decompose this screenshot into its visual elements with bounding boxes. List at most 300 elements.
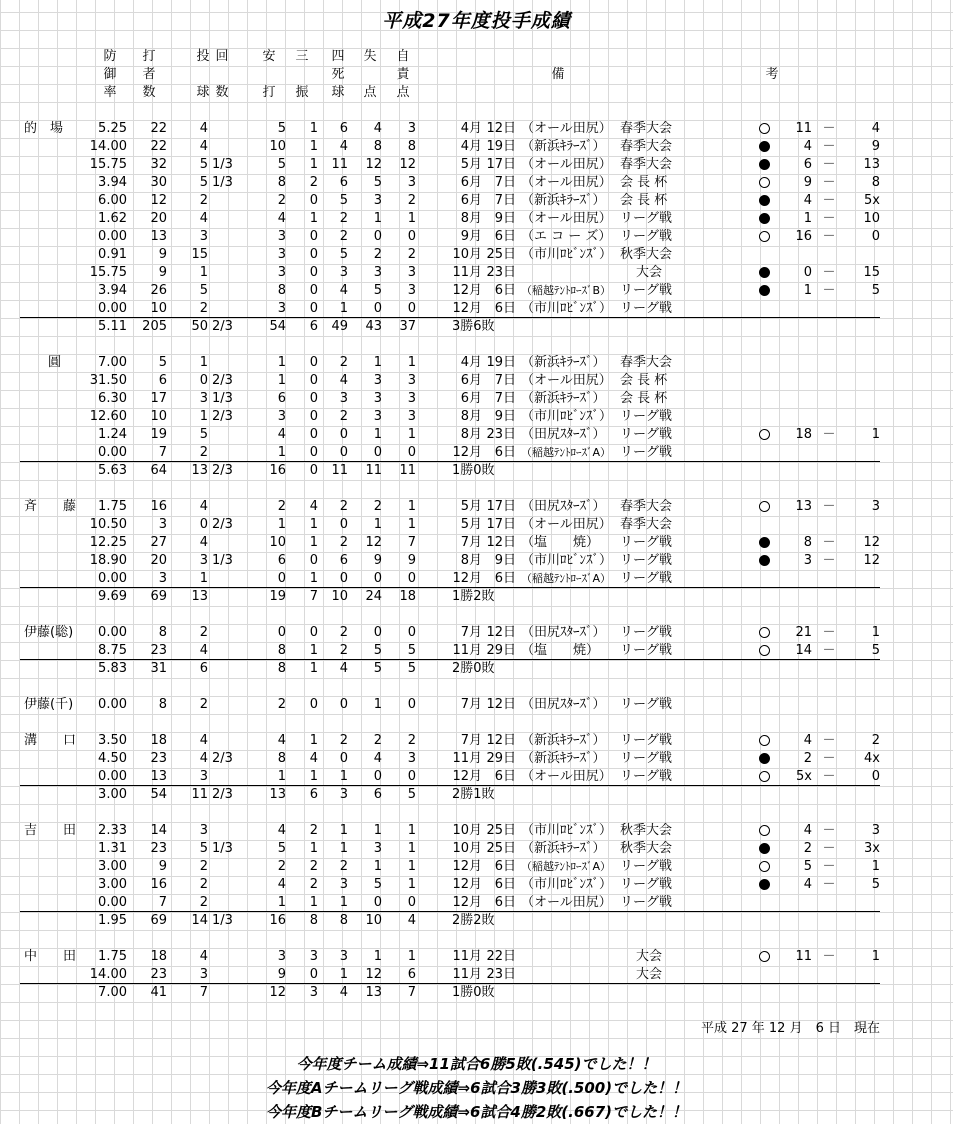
cell-er: 2 bbox=[407, 247, 416, 262]
cell-bb: 2 bbox=[339, 859, 348, 874]
game-event: リーグ戦 bbox=[620, 733, 673, 748]
cell-innings: 2/3 bbox=[212, 319, 233, 334]
game-opponent: （オール田尻） bbox=[521, 211, 612, 226]
score-dash: － bbox=[822, 139, 836, 154]
cell-era: 4.50 bbox=[98, 751, 127, 766]
cell-p: 4 bbox=[199, 121, 208, 136]
cell-era: 1.95 bbox=[98, 913, 127, 928]
game-day: 29日 bbox=[486, 643, 516, 658]
cell-bf: 31 bbox=[150, 661, 167, 676]
cell-bb: 1 bbox=[339, 841, 348, 856]
header-earned: 責 bbox=[396, 67, 410, 82]
cell-so: 0 bbox=[309, 283, 318, 298]
cell-h: 1 bbox=[277, 355, 286, 370]
cell-bf: 9 bbox=[158, 859, 167, 874]
cell-h: 16 bbox=[269, 463, 286, 478]
game-day: 9日 bbox=[494, 409, 516, 424]
cell-h: 4 bbox=[277, 427, 286, 442]
cell-bb: 0 bbox=[339, 697, 348, 712]
score-dash: － bbox=[822, 175, 836, 190]
cell-r: 3 bbox=[373, 265, 382, 280]
cell-h: 1 bbox=[277, 895, 286, 910]
cell-era: 1.75 bbox=[98, 949, 127, 964]
game-day: 23日 bbox=[486, 967, 516, 982]
cell-innings bbox=[212, 732, 252, 750]
cell-h: 3 bbox=[277, 265, 286, 280]
cell-h: 2 bbox=[277, 499, 286, 514]
cell-h: 8 bbox=[277, 661, 286, 676]
game-day: 9日 bbox=[494, 553, 516, 568]
cell-bb: 11 bbox=[331, 157, 348, 172]
cell-p: 6 bbox=[199, 661, 208, 676]
cell-bf: 41 bbox=[150, 985, 167, 1000]
cell-er: 0 bbox=[407, 697, 416, 712]
cell-so: 0 bbox=[309, 247, 318, 262]
cell-era: 8.75 bbox=[98, 643, 127, 658]
cell-er: 3 bbox=[407, 751, 416, 766]
cell-p: 7 bbox=[199, 985, 208, 1000]
score-ours: 1 bbox=[803, 211, 812, 226]
total-record: 1勝0敗 bbox=[452, 985, 495, 1000]
cell-innings: 2/3 bbox=[212, 751, 233, 766]
cell-r: 0 bbox=[373, 229, 382, 244]
cell-er: 3 bbox=[407, 391, 416, 406]
cell-era: 0.00 bbox=[98, 571, 127, 586]
game-opponent: （新浜ｷﾗｰｽﾞ） bbox=[521, 193, 606, 208]
cell-era: 9.69 bbox=[98, 589, 127, 604]
game-event: 大会 bbox=[635, 265, 662, 280]
cell-era: 1.62 bbox=[98, 211, 127, 226]
score-theirs: 9 bbox=[871, 139, 880, 154]
cell-era: 3.50 bbox=[98, 733, 127, 748]
cell-bf: 23 bbox=[150, 841, 167, 856]
cell-r: 24 bbox=[365, 589, 382, 604]
total-record: 1勝0敗 bbox=[452, 463, 495, 478]
cell-innings bbox=[212, 534, 252, 552]
cell-h: 1 bbox=[277, 517, 286, 532]
cell-r: 4 bbox=[373, 121, 382, 136]
score-theirs: 2 bbox=[871, 733, 880, 748]
cell-innings bbox=[212, 426, 252, 444]
cell-h: 8 bbox=[277, 751, 286, 766]
cell-er: 37 bbox=[399, 319, 416, 334]
cell-er: 6 bbox=[407, 967, 416, 982]
cell-h: 1 bbox=[277, 445, 286, 460]
cell-p: 2 bbox=[199, 445, 208, 460]
cell-r: 11 bbox=[365, 463, 382, 478]
game-month: 9月 bbox=[460, 229, 482, 244]
game-event: 会 長 杯 bbox=[620, 391, 668, 406]
cell-p: 3 bbox=[199, 967, 208, 982]
cell-p: 0 bbox=[199, 517, 208, 532]
score-dash: － bbox=[822, 859, 836, 874]
cell-p: 0 bbox=[199, 373, 208, 388]
cell-bf: 8 bbox=[158, 697, 167, 712]
cell-so: 0 bbox=[309, 445, 318, 460]
cell-bb: 3 bbox=[339, 391, 348, 406]
score-dash: － bbox=[822, 265, 836, 280]
cell-er: 7 bbox=[407, 985, 416, 1000]
cell-era: 18.90 bbox=[89, 553, 127, 568]
cell-bb: 8 bbox=[339, 913, 348, 928]
loss-mark-icon bbox=[759, 141, 770, 152]
game-event: リーグ戦 bbox=[620, 895, 673, 910]
cell-r: 2 bbox=[373, 247, 382, 262]
cell-innings: 1/3 bbox=[212, 157, 233, 172]
cell-innings bbox=[212, 300, 252, 318]
cell-era: 5.83 bbox=[98, 661, 127, 676]
cell-r: 5 bbox=[373, 283, 382, 298]
score-theirs: 1 bbox=[871, 427, 880, 442]
game-opponent: （田尻ｽﾀｰｽﾞ） bbox=[521, 625, 606, 640]
pitcher-name: 圓 bbox=[48, 355, 62, 370]
game-day: 7日 bbox=[494, 193, 516, 208]
game-event: 春季大会 bbox=[620, 157, 673, 172]
game-month: 10月 bbox=[452, 841, 482, 856]
score-theirs: 10 bbox=[863, 211, 880, 226]
cell-innings bbox=[212, 588, 252, 606]
cell-r: 8 bbox=[373, 139, 382, 154]
header-walks: 球 bbox=[331, 85, 345, 100]
cell-bb: 2 bbox=[339, 229, 348, 244]
cell-h: 54 bbox=[269, 319, 286, 334]
game-month: 6月 bbox=[460, 373, 482, 388]
game-month: 4月 bbox=[460, 121, 482, 136]
cell-so: 4 bbox=[309, 499, 318, 514]
cell-innings bbox=[212, 624, 252, 642]
game-opponent: （市川ﾛﾋﾞﾝｽﾞ） bbox=[521, 247, 613, 262]
cell-p: 2 bbox=[199, 625, 208, 640]
cell-h: 3 bbox=[277, 949, 286, 964]
score-ours: 2 bbox=[803, 841, 812, 856]
cell-h: 2 bbox=[277, 193, 286, 208]
game-event: 春季大会 bbox=[620, 139, 673, 154]
game-day: 22日 bbox=[486, 949, 516, 964]
cell-h: 10 bbox=[269, 139, 286, 154]
header-innings: 回 bbox=[215, 49, 229, 64]
loss-mark-icon bbox=[759, 267, 770, 278]
cell-h: 3 bbox=[277, 229, 286, 244]
cell-er: 0 bbox=[407, 445, 416, 460]
cell-bf: 23 bbox=[150, 967, 167, 982]
cell-so: 1 bbox=[309, 121, 318, 136]
header-walks: 死 bbox=[331, 67, 345, 82]
game-opponent: （オール田尻） bbox=[521, 769, 612, 784]
pitcher-name: 斉 藤 bbox=[24, 499, 77, 514]
cell-so: 0 bbox=[309, 967, 318, 982]
game-month: 5月 bbox=[460, 517, 482, 532]
header-hits: 打 bbox=[262, 85, 276, 100]
cell-so: 0 bbox=[309, 697, 318, 712]
cell-er: 3 bbox=[407, 373, 416, 388]
cell-innings bbox=[212, 444, 252, 462]
score-ours: 8 bbox=[803, 535, 812, 550]
header-pitches: 球 bbox=[196, 85, 210, 100]
game-event: 大会 bbox=[635, 967, 662, 982]
cell-so: 1 bbox=[309, 769, 318, 784]
score-theirs: 3x bbox=[864, 841, 880, 856]
as-of-date: 平成 27 年 12 月 6 日 現在 bbox=[700, 1021, 880, 1036]
cell-er: 5 bbox=[407, 643, 416, 658]
cell-bf: 205 bbox=[142, 319, 167, 334]
cell-h: 1 bbox=[277, 769, 286, 784]
cell-r: 1 bbox=[373, 697, 382, 712]
game-day: 23日 bbox=[486, 265, 516, 280]
cell-r: 3 bbox=[373, 193, 382, 208]
cell-p: 14 bbox=[191, 913, 208, 928]
game-month: 11月 bbox=[452, 751, 482, 766]
score-ours: 4 bbox=[803, 877, 812, 892]
score-theirs: 4x bbox=[864, 751, 880, 766]
cell-innings bbox=[212, 192, 252, 210]
loss-mark-icon bbox=[759, 843, 770, 854]
cell-bb: 3 bbox=[339, 949, 348, 964]
game-event: リーグ戦 bbox=[620, 643, 673, 658]
game-month: 8月 bbox=[460, 553, 482, 568]
cell-innings: 2/3 bbox=[212, 787, 233, 802]
cell-bb: 11 bbox=[331, 463, 348, 478]
game-event: リーグ戦 bbox=[620, 409, 673, 424]
score-dash: － bbox=[822, 229, 836, 244]
score-ours: 14 bbox=[795, 643, 812, 658]
pitcher-name: 伊藤(聡) bbox=[24, 625, 74, 640]
cell-innings bbox=[212, 228, 252, 246]
cell-era: 0.00 bbox=[98, 769, 127, 784]
cell-innings bbox=[212, 246, 252, 264]
game-day: 12日 bbox=[486, 121, 516, 136]
cell-so: 1 bbox=[309, 157, 318, 172]
header-pitches: 投 bbox=[196, 49, 210, 64]
cell-innings bbox=[212, 282, 252, 300]
game-opponent: （稲越ﾃﾝﾄﾛｰｽﾞB） bbox=[521, 284, 612, 297]
cell-era: 14.00 bbox=[89, 139, 127, 154]
cell-innings: 2/3 bbox=[212, 409, 233, 424]
cell-er: 1 bbox=[407, 841, 416, 856]
cell-so: 8 bbox=[309, 913, 318, 928]
game-event: リーグ戦 bbox=[620, 625, 673, 640]
cell-era: 1.75 bbox=[98, 499, 127, 514]
cell-r: 0 bbox=[373, 571, 382, 586]
game-month: 12月 bbox=[452, 445, 482, 460]
loss-mark-icon bbox=[759, 195, 770, 206]
game-month: 7月 bbox=[460, 733, 482, 748]
game-day: 7日 bbox=[494, 373, 516, 388]
cell-so: 6 bbox=[309, 319, 318, 334]
game-day: 17日 bbox=[486, 157, 516, 172]
cell-er: 4 bbox=[407, 913, 416, 928]
game-day: 25日 bbox=[486, 247, 516, 262]
footer-line-3: 今年度Bチームリーグ戦成績⇒6試合4勝2敗(.667)でした！！ bbox=[265, 1103, 688, 1121]
cell-era: 3.00 bbox=[98, 787, 127, 802]
cell-era: 14.00 bbox=[89, 967, 127, 982]
cell-er: 0 bbox=[407, 571, 416, 586]
score-ours: 3 bbox=[803, 553, 812, 568]
cell-so: 2 bbox=[309, 859, 318, 874]
game-opponent: （田尻ｽﾀｰｽﾞ） bbox=[521, 697, 606, 712]
header-walks: 四 bbox=[331, 49, 345, 64]
cell-so: 7 bbox=[309, 589, 318, 604]
game-month: 7月 bbox=[460, 697, 482, 712]
game-day: 6日 bbox=[494, 895, 516, 910]
total-record: 2勝1敗 bbox=[452, 787, 495, 802]
game-month: 12月 bbox=[452, 877, 482, 892]
cell-er: 1 bbox=[407, 949, 416, 964]
cell-h: 4 bbox=[277, 823, 286, 838]
cell-bb: 5 bbox=[339, 193, 348, 208]
cell-r: 5 bbox=[373, 643, 382, 658]
cell-p: 3 bbox=[199, 553, 208, 568]
cell-er: 3 bbox=[407, 121, 416, 136]
cell-er: 1 bbox=[407, 355, 416, 370]
header-batters: 打 bbox=[142, 49, 156, 64]
cell-bf: 20 bbox=[150, 211, 167, 226]
cell-innings: 1/3 bbox=[212, 175, 233, 190]
cell-p: 4 bbox=[199, 499, 208, 514]
cell-innings bbox=[212, 138, 252, 156]
game-event: リーグ戦 bbox=[620, 571, 673, 586]
cell-er: 5 bbox=[407, 661, 416, 676]
game-event: 会 長 杯 bbox=[620, 193, 668, 208]
cell-bf: 32 bbox=[150, 157, 167, 172]
cell-era: 3.94 bbox=[98, 175, 127, 190]
cell-bf: 18 bbox=[150, 949, 167, 964]
cell-er: 3 bbox=[407, 265, 416, 280]
game-month: 8月 bbox=[460, 211, 482, 226]
cell-r: 3 bbox=[373, 373, 382, 388]
cell-bf: 16 bbox=[150, 877, 167, 892]
cell-p: 2 bbox=[199, 895, 208, 910]
win-mark-icon bbox=[759, 771, 770, 782]
score-theirs: 4 bbox=[871, 121, 880, 136]
cell-so: 1 bbox=[309, 643, 318, 658]
cell-bb: 4 bbox=[339, 661, 348, 676]
cell-bf: 13 bbox=[150, 229, 167, 244]
game-day: 6日 bbox=[494, 229, 516, 244]
header-strikeouts: 振 bbox=[295, 85, 309, 100]
cell-so: 0 bbox=[309, 355, 318, 370]
cell-bf: 9 bbox=[158, 247, 167, 262]
cell-h: 0 bbox=[277, 571, 286, 586]
cell-bb: 1 bbox=[339, 967, 348, 982]
cell-era: 12.60 bbox=[89, 409, 127, 424]
cell-er: 3 bbox=[407, 175, 416, 190]
cell-bf: 22 bbox=[150, 139, 167, 154]
cell-p: 4 bbox=[199, 733, 208, 748]
loss-mark-icon bbox=[759, 537, 770, 548]
cell-bb: 4 bbox=[339, 283, 348, 298]
cell-bb: 10 bbox=[331, 589, 348, 604]
game-month: 7月 bbox=[460, 625, 482, 640]
cell-innings bbox=[212, 948, 252, 966]
game-event: リーグ戦 bbox=[620, 445, 673, 460]
header-earned: 自 bbox=[396, 49, 410, 64]
cell-innings bbox=[212, 210, 252, 228]
game-day: 6日 bbox=[494, 445, 516, 460]
cell-bf: 6 bbox=[158, 373, 167, 388]
score-ours: 21 bbox=[795, 625, 812, 640]
game-event: リーグ戦 bbox=[620, 877, 673, 892]
cell-er: 2 bbox=[407, 733, 416, 748]
header-era: 御 bbox=[103, 67, 117, 82]
cell-so: 0 bbox=[309, 265, 318, 280]
cell-bf: 16 bbox=[150, 499, 167, 514]
cell-p: 50 bbox=[191, 319, 208, 334]
cell-bb: 6 bbox=[339, 175, 348, 190]
cell-r: 0 bbox=[373, 769, 382, 784]
game-opponent: （塩 焼） bbox=[521, 535, 600, 550]
cell-r: 4 bbox=[373, 751, 382, 766]
game-month: 10月 bbox=[452, 823, 482, 838]
game-day: 6日 bbox=[494, 877, 516, 892]
game-day: 19日 bbox=[486, 139, 516, 154]
game-month: 11月 bbox=[452, 967, 482, 982]
cell-p: 11 bbox=[191, 787, 208, 802]
page-title: 平成27年度投手成績 bbox=[382, 10, 571, 32]
score-dash: － bbox=[822, 499, 836, 514]
cell-er: 12 bbox=[399, 157, 416, 172]
score-dash: － bbox=[822, 841, 836, 856]
cell-era: 3.94 bbox=[98, 283, 127, 298]
game-month: 8月 bbox=[460, 409, 482, 424]
cell-er: 2 bbox=[407, 193, 416, 208]
cell-so: 6 bbox=[309, 787, 318, 802]
score-ours: 11 bbox=[795, 121, 812, 136]
cell-so: 1 bbox=[309, 139, 318, 154]
cell-p: 5 bbox=[199, 427, 208, 442]
score-ours: 1 bbox=[803, 283, 812, 298]
game-month: 11月 bbox=[452, 949, 482, 964]
cell-innings bbox=[212, 894, 252, 912]
cell-p: 1 bbox=[199, 355, 208, 370]
cell-p: 2 bbox=[199, 193, 208, 208]
cell-r: 5 bbox=[373, 661, 382, 676]
game-opponent: （稲越ﾃﾝﾄﾛｰｽﾞA） bbox=[521, 860, 612, 873]
cell-r: 2 bbox=[373, 733, 382, 748]
cell-er: 0 bbox=[407, 895, 416, 910]
score-dash: － bbox=[822, 553, 836, 568]
cell-so: 0 bbox=[309, 373, 318, 388]
cell-er: 0 bbox=[407, 301, 416, 316]
game-month: 12月 bbox=[452, 859, 482, 874]
cell-r: 1 bbox=[373, 859, 382, 874]
cell-bf: 17 bbox=[150, 391, 167, 406]
cell-p: 15 bbox=[191, 247, 208, 262]
cell-bf: 3 bbox=[158, 571, 167, 586]
game-opponent: （オール田尻） bbox=[521, 895, 612, 910]
game-month: 4月 bbox=[460, 355, 482, 370]
cell-p: 5 bbox=[199, 175, 208, 190]
score-theirs: 5 bbox=[871, 643, 880, 658]
cell-bf: 23 bbox=[150, 751, 167, 766]
score-theirs: 5 bbox=[871, 283, 880, 298]
cell-era: 5.25 bbox=[98, 121, 127, 136]
game-day: 6日 bbox=[494, 283, 516, 298]
cell-era: 0.91 bbox=[98, 247, 127, 262]
cell-era: 3.00 bbox=[98, 859, 127, 874]
cell-er: 9 bbox=[407, 553, 416, 568]
cell-bb: 0 bbox=[339, 517, 348, 532]
score-ours: 9 bbox=[803, 175, 812, 190]
game-event: リーグ戦 bbox=[620, 751, 673, 766]
cell-h: 5 bbox=[277, 121, 286, 136]
cell-so: 1 bbox=[309, 535, 318, 550]
cell-er: 0 bbox=[407, 229, 416, 244]
cell-r: 5 bbox=[373, 175, 382, 190]
pitcher-name: 中 田 bbox=[24, 949, 77, 964]
cell-p: 5 bbox=[199, 157, 208, 172]
cell-r: 1 bbox=[373, 355, 382, 370]
cell-r: 12 bbox=[365, 157, 382, 172]
